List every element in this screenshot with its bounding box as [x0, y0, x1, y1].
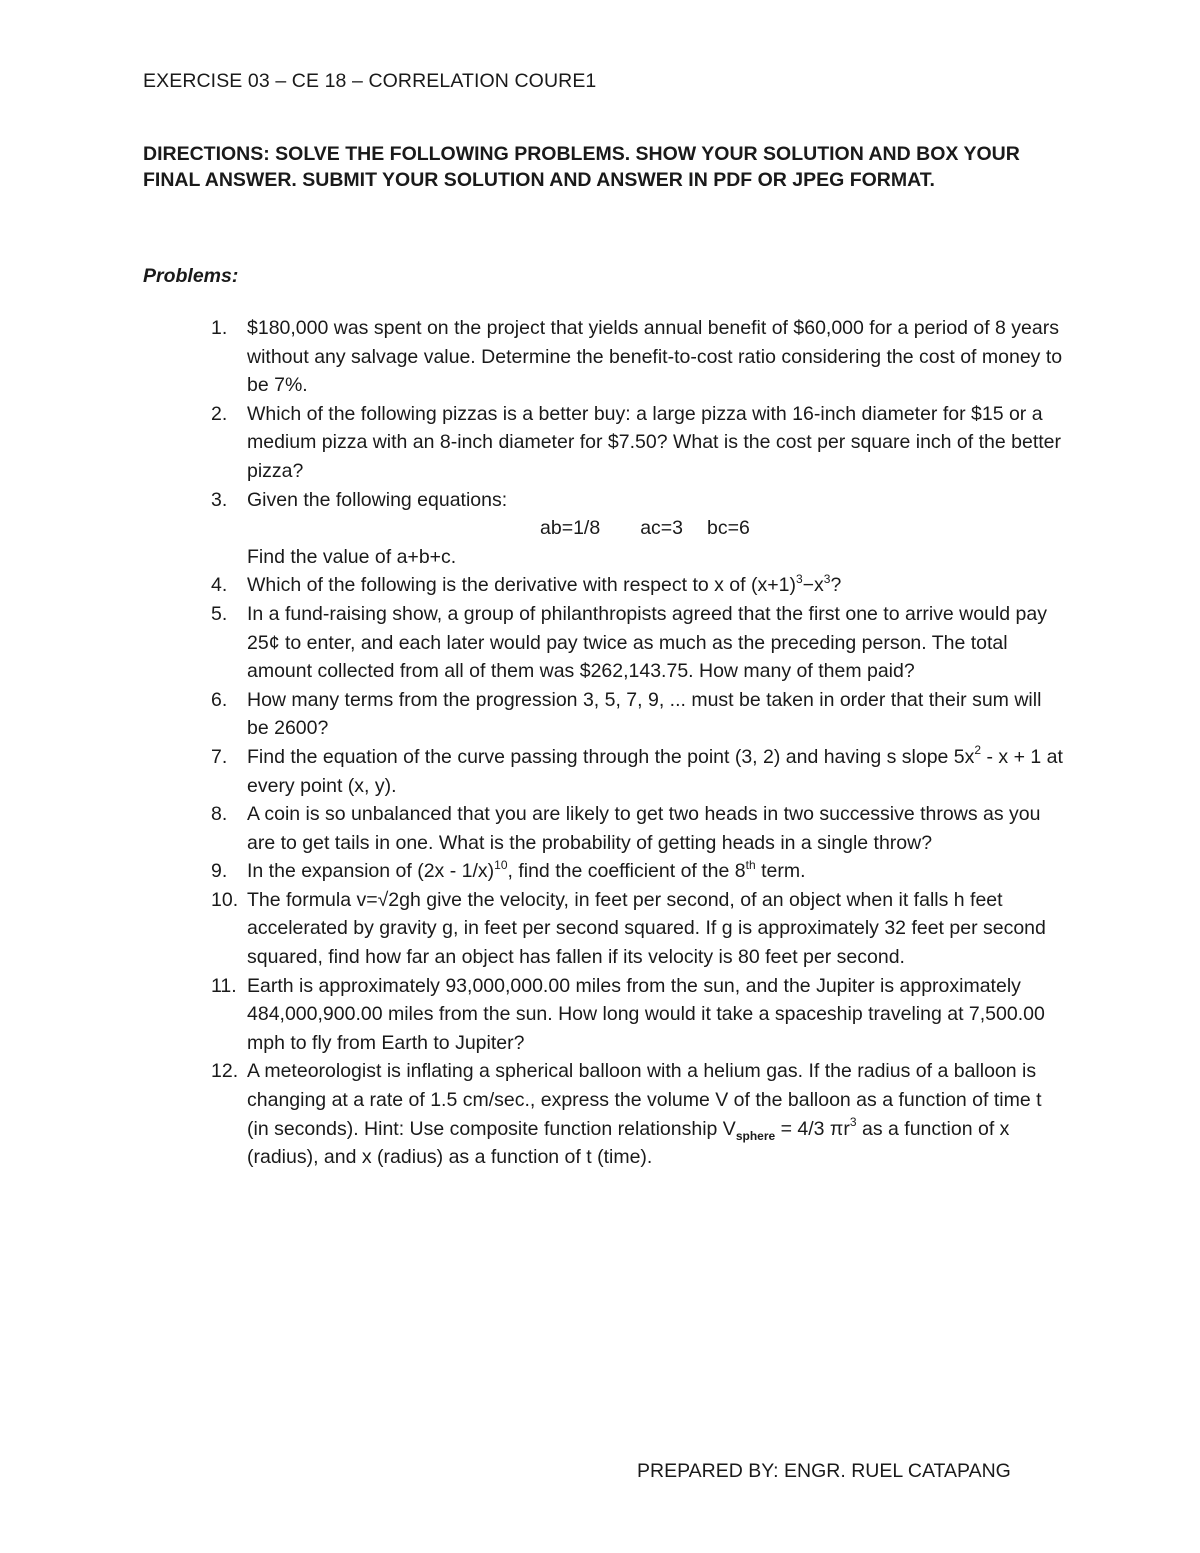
problem-text-mid: −x: [802, 574, 824, 597]
problem-text: In the expansion of (2x - 1/x): [247, 860, 495, 883]
problem-text-after: term.: [755, 860, 806, 883]
problems-heading: Problems:: [143, 265, 239, 287]
exponent: 2: [974, 743, 982, 758]
problem-text: Earth is approximately 93,000,000.00 miles from the sun, and the Jupiter is approximately 484,000,900.00 miles from the sun. How long would it take a spaceship traveling at 7,500.00 mph to fly from Earth to Jupiter?: [247, 974, 1045, 1054]
directions: DIRECTIONS: SOLVE THE FOLLOWING PROBLEMS. SHOW YOUR SOLUTION AND BOX YOUR FINAL ANSWER. SUBMIT YOUR SOLUTION AND ANSWER IN PDF OR JPEG FORMAT.: [143, 143, 1020, 191]
problem-number: 10.: [211, 888, 239, 911]
problem-item-3: [143, 486, 1068, 572]
exponent: 3: [795, 571, 803, 586]
problem-number: 2.: [211, 402, 228, 425]
problem-item-10: [143, 886, 1068, 972]
problem-item-7: [143, 743, 1068, 800]
problem-text: Given the following equations:: [247, 488, 508, 511]
prepared-by: PREPARED BY: ENGR. RUEL CATAPANG: [637, 1460, 1011, 1482]
exponent: 3: [849, 1115, 857, 1130]
equation-line: [247, 514, 1068, 543]
problem-text: How many terms from the progression 3, 5, 7, 9, ... must be taken in order that their sum will be 2600?: [247, 688, 1042, 740]
problem-text: In a fund-raising show, a group of philanthropists agreed that the first one to arrive would pay 25¢ to enter, and each later would pay twice as much as the preceding person. The total amount collected from all of them was $262,143.75. How many of them paid?: [247, 602, 1047, 683]
page-title: EXERCISE 03 – CE 18 – CORRELATION COURE1: [143, 70, 597, 92]
problem-item-5: [143, 600, 1068, 686]
problem-item-9: [143, 857, 1068, 886]
problem-item-2: [143, 400, 1068, 486]
problem-number: 3.: [211, 488, 228, 511]
problem-number: 4.: [211, 574, 228, 597]
problem-text-mid: , find the coefficient of the 8: [507, 860, 746, 883]
ordinal-suffix: th: [745, 857, 756, 872]
problem-number: 7.: [211, 745, 228, 768]
problem-text: A meteorologist is inflating a spherical balloon with a helium gas. If the radius of a balloon is changing at a rate of 1.5 cm/sec., express the volume V of the balloon as a function of time t (in seconds). Hint: Use composite function relationship V: [247, 1060, 1042, 1140]
problem-item-4: [143, 571, 1068, 600]
problem-text: Find the equation of the curve passing through the point (3, 2) and having s slope 5x: [247, 745, 975, 768]
equation-ab: ab=1/8: [540, 517, 601, 540]
problem-item-12: [143, 1057, 1068, 1171]
subscript: sphere: [735, 1128, 776, 1143]
problem-number: 11.: [211, 974, 237, 997]
problem-number: 6.: [211, 688, 228, 711]
problem-text: A coin is so unbalanced that you are likely to get two heads in two successive throws as you are to get tails in one. What is the probability of getting heads in a single throw?: [247, 803, 1041, 854]
problem-text-mid: = 4/3 πr: [775, 1117, 850, 1140]
exponent: 3: [823, 571, 831, 586]
problem-item-8: [143, 800, 1068, 857]
problem-text-after: Find the value of a+b+c.: [247, 545, 457, 568]
problem-number: 12.: [211, 1060, 239, 1083]
problem-list: [143, 314, 1068, 1172]
problem-text-after: ?: [830, 574, 842, 597]
problem-item-1: [143, 314, 1068, 400]
exponent: 10: [494, 857, 508, 872]
problem-number: 1.: [211, 317, 228, 339]
problem-text: Which of the following is the derivative with respect to x of (x+1): [247, 574, 796, 597]
problem-text: The formula v=√2gh give the velocity, in feet per second, of an object when it falls h feet accelerated by gravity g, in feet per second squared. If g is approximately 32 feet per second squared, find how far an object has fallen if its velocity is 80 feet per second.: [247, 888, 1046, 969]
problem-item-6: [143, 686, 1068, 743]
problem-number: 8.: [211, 803, 228, 826]
problem-text: Which of the following pizzas is a better buy: a large pizza with 16-inch diameter for $15 or a medium pizza with an 8-inch diameter for $7.50? What is the cost per square inch of the better pizza?: [247, 402, 1062, 482]
equation-ac: ac=3: [640, 517, 684, 540]
equation-bc: bc=6: [707, 517, 750, 540]
problem-item-11: [143, 972, 1068, 1058]
problem-text-after: as a function of x (radius), and x (radius) as a function of t (time).: [247, 1117, 1010, 1169]
problem-number: 9.: [211, 860, 228, 883]
problem-text: $180,000 was spent on the project that yields annual benefit of $60,000 for a period of 8 years without any salvage value. Determine the benefit-to-cost ratio considering the cost of money to be 7%.: [247, 317, 1063, 397]
problem-text-after: - x + 1 at every point (x, y).: [247, 745, 1063, 797]
problem-number: 5.: [211, 602, 228, 625]
